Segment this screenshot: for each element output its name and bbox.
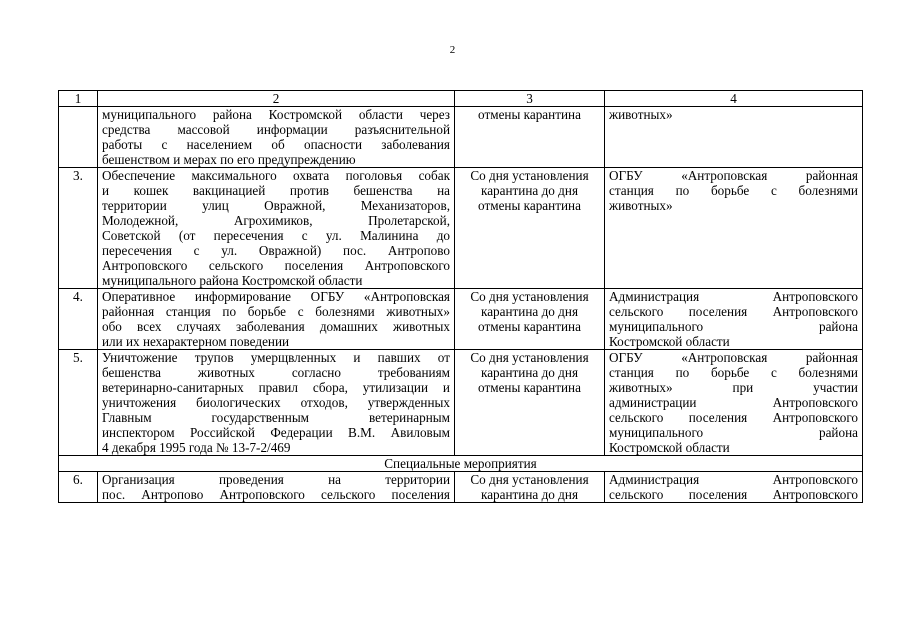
column-header-activity: 2 xyxy=(98,91,455,107)
text-line: карантина до дня xyxy=(480,487,579,502)
text-line: или их нехарактерном поведении xyxy=(102,334,290,349)
text-line: Со дня установления xyxy=(470,350,589,365)
text-line: Антроповского сельского поселения Антроповского xyxy=(102,258,450,273)
text-line: сельского поселения Антроповского xyxy=(609,487,858,502)
measures-table xyxy=(58,90,863,503)
text-line: сельского поселения Антроповского xyxy=(609,304,858,319)
text-line: муниципального района xyxy=(609,425,858,440)
row-activity xyxy=(98,350,455,456)
table-header-row xyxy=(59,91,863,107)
text-line: станция по борьбе с болезнями xyxy=(609,365,858,380)
text-line: Со дня установления xyxy=(470,472,589,487)
text-line: Со дня установления xyxy=(470,168,589,183)
text-line: животных» xyxy=(609,198,673,213)
text-line: муниципального района Костромской области xyxy=(102,273,363,288)
text-line: обо всех случаях заболевания домашних животных xyxy=(102,319,450,334)
table-row xyxy=(59,350,863,456)
text-line: бешенства животных согласно требованиям xyxy=(102,365,450,380)
text-line: работы с населением об опасности заболевания xyxy=(102,137,450,152)
text-line: Советской (от пересечения с ул. Малинина до xyxy=(102,228,450,243)
text-line: Администрация Антроповского xyxy=(609,289,858,304)
text-line: животных» xyxy=(609,107,673,122)
page-number: 2 xyxy=(449,44,456,56)
row-activity xyxy=(98,472,455,503)
row-activity xyxy=(98,168,455,289)
text-line: ветеринарно-санитарных правил сбора, утилизации и xyxy=(102,380,450,395)
text-line: Организация проведения на территории xyxy=(102,472,450,487)
text-line: пос. Антропово Антроповского сельского поселения xyxy=(102,487,450,502)
row-responsible xyxy=(605,168,863,289)
text-line: Оперативное информирование ОГБУ «Антроповская xyxy=(102,289,450,304)
row-activity xyxy=(98,107,455,168)
text-line: карантина до дня xyxy=(480,183,579,198)
table-row xyxy=(59,107,863,168)
row-term xyxy=(455,168,605,289)
text-line: отмены карантина xyxy=(478,198,581,213)
text-line: бешенством и мерах по его предупреждению xyxy=(102,152,356,167)
text-line: отмены карантина xyxy=(478,107,581,122)
text-line: станция по борьбе с болезнями xyxy=(609,183,858,198)
section-header-row xyxy=(59,456,863,472)
text-line: Костромской области xyxy=(609,440,730,455)
row-number: 4. xyxy=(59,289,98,350)
text-line: карантина до дня xyxy=(480,365,579,380)
text-line: отмены карантина xyxy=(478,319,581,334)
row-activity xyxy=(98,289,455,350)
row-term xyxy=(455,107,605,168)
text-line: ОГБУ «Антроповская районная xyxy=(609,168,858,183)
text-line: уничтожения биологических отходов, утвержденных xyxy=(102,395,450,410)
text-line: территории улиц Овражной, Механизаторов, xyxy=(102,198,450,213)
row-term xyxy=(455,472,605,503)
text-line: сельского поселения Антроповского xyxy=(609,410,858,425)
text-line: инспектором Российской Федерации В.М. Авиловым xyxy=(102,425,450,440)
text-line: Главным государственным ветеринарным xyxy=(102,410,450,425)
text-line: средства массовой информации разъяснительной xyxy=(102,122,450,137)
row-number: 6. xyxy=(59,472,98,503)
table-row xyxy=(59,472,863,503)
row-responsible xyxy=(605,350,863,456)
column-header-number: 1 xyxy=(59,91,98,107)
row-number: 3. xyxy=(59,168,98,289)
text-line: Уничтожение трупов умерщвленных и павших от xyxy=(102,350,450,365)
row-term xyxy=(455,350,605,456)
text-line: отмены карантина xyxy=(478,380,581,395)
text-line: пересечения с ул. Овражной) пос. Антропово xyxy=(102,243,450,258)
text-line: Со дня установления xyxy=(470,289,589,304)
row-number xyxy=(59,107,98,168)
text-line: Обеспечение максимального охвата поголовья собак xyxy=(102,168,450,183)
section-title: Специальные мероприятия xyxy=(59,456,863,472)
text-line: карантина до дня xyxy=(480,304,579,319)
text-line: животных» при участии xyxy=(609,380,858,395)
text-line: Молодежной, Агрохимиков, Пролетарской, xyxy=(102,213,450,228)
text-line: Администрация Антроповского xyxy=(609,472,858,487)
text-line: администрации Антроповского xyxy=(609,395,858,410)
row-responsible xyxy=(605,107,863,168)
text-line: муниципального района xyxy=(609,319,858,334)
row-number: 5. xyxy=(59,350,98,456)
column-header-responsible: 4 xyxy=(605,91,863,107)
text-line: ОГБУ «Антроповская районная xyxy=(609,350,858,365)
row-responsible xyxy=(605,472,863,503)
column-header-term: 3 xyxy=(455,91,605,107)
text-line: 4 декабря 1995 года № 13-7-2/469 xyxy=(102,440,291,455)
row-responsible xyxy=(605,289,863,350)
text-line: Костромской области xyxy=(609,334,730,349)
text-line: и кошек вакцинацией против бешенства на xyxy=(102,183,450,198)
table-row xyxy=(59,168,863,289)
table-row xyxy=(59,289,863,350)
row-term xyxy=(455,289,605,350)
text-line: муниципального района Костромской области через xyxy=(102,107,450,122)
text-line: районная станция по борьбе с болезнями животных» xyxy=(102,304,450,319)
